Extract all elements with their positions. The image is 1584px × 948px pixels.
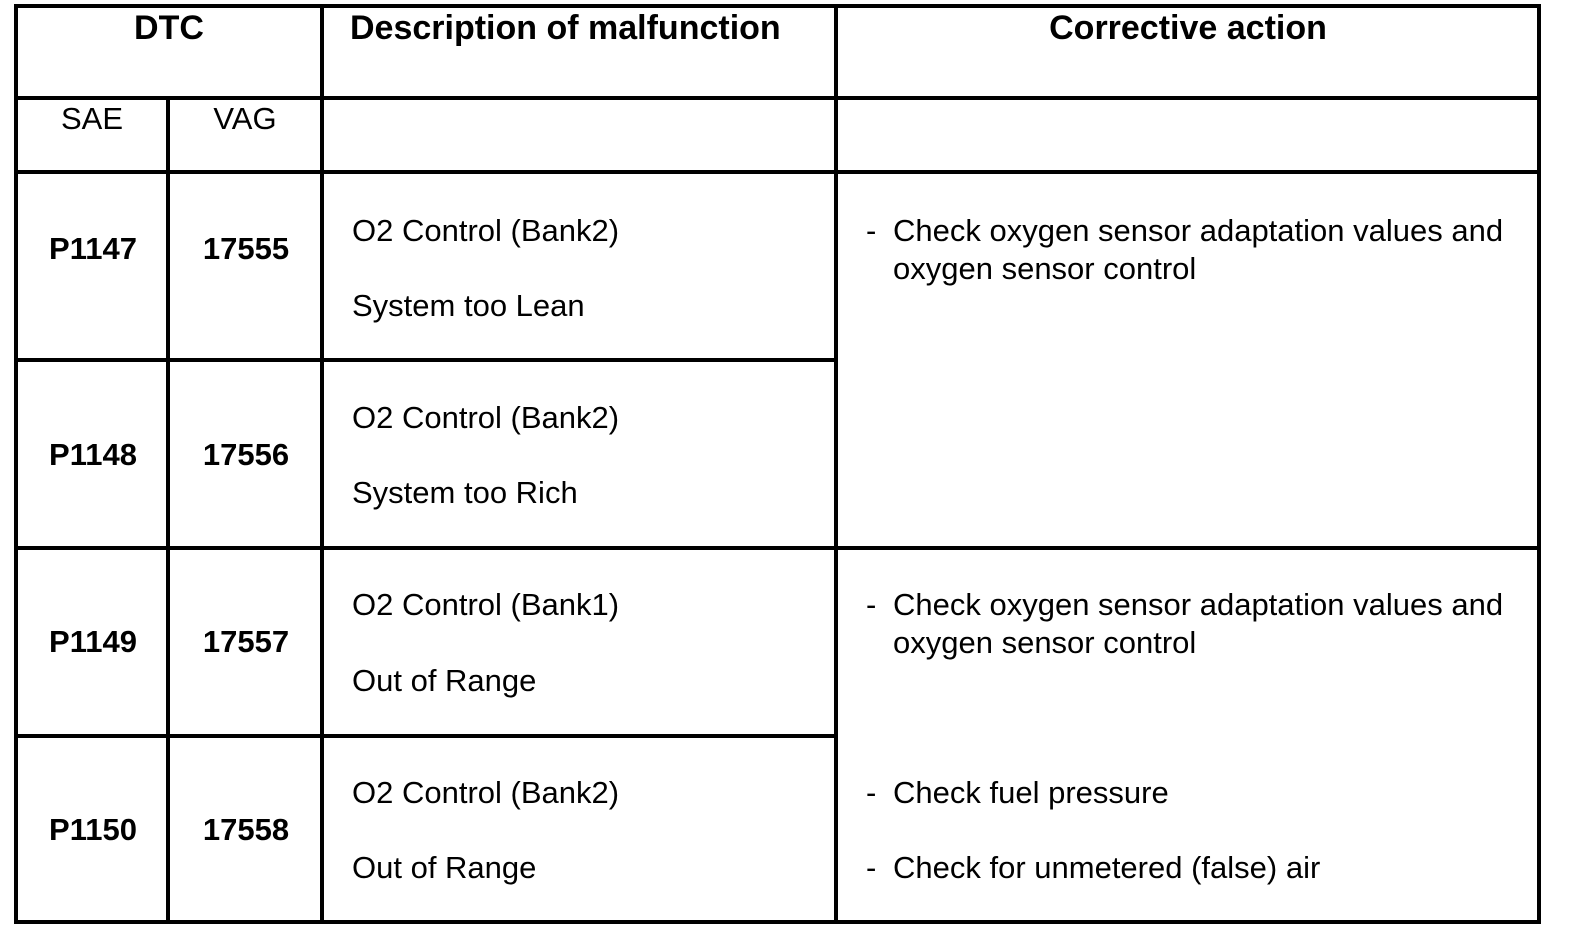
action-group1-bullet: -	[866, 213, 877, 248]
rule-row3	[14, 734, 838, 738]
action-group2-bullet1: -	[866, 587, 877, 622]
action-group2-item1-line2: oxygen sensor control	[893, 625, 1197, 660]
rule-top	[14, 4, 1541, 8]
header-dtc: DTC	[134, 9, 204, 47]
rule-header	[14, 96, 1541, 100]
row3-description-line1: O2 Control (Bank1)	[352, 587, 620, 622]
action-group2-item1-line1: Check oxygen sensor adaptation values and	[893, 587, 1504, 622]
row4-sae-code: P1150	[49, 812, 137, 847]
action-group2-bullet3: -	[866, 850, 877, 885]
row1-description-line1: O2 Control (Bank2)	[352, 213, 620, 248]
rule-desc-action	[834, 4, 838, 924]
header-description: Description of malfunction	[350, 9, 781, 47]
action-group1-line2: oxygen sensor control	[893, 251, 1197, 286]
rule-sae-vag	[166, 96, 170, 924]
action-group1-line1: Check oxygen sensor adaptation values and	[893, 213, 1504, 248]
row3-description-line2: Out of Range	[352, 663, 537, 698]
row4-description-line2: Out of Range	[352, 850, 537, 885]
row4-vag-code: 17558	[202, 812, 290, 847]
action-group2-item3: Check for unmetered (false) air	[893, 850, 1321, 885]
row2-vag-code: 17556	[202, 437, 290, 472]
rule-left	[14, 4, 18, 924]
action-group2-bullet2: -	[866, 775, 877, 810]
row4-description-line1: O2 Control (Bank2)	[352, 775, 620, 810]
row2-description-line1: O2 Control (Bank2)	[352, 400, 620, 435]
row1-sae-code: P1147	[49, 231, 137, 266]
rule-bottom	[14, 920, 1541, 924]
row2-sae-code: P1148	[49, 437, 137, 472]
header-corrective-action: Corrective action	[1049, 9, 1327, 47]
subheader-sae: SAE	[60, 101, 124, 136]
rule-row2	[14, 546, 1541, 550]
rule-dtc-desc	[320, 4, 324, 924]
row1-description-line2: System too Lean	[352, 288, 585, 323]
action-group2-item2: Check fuel pressure	[893, 775, 1169, 810]
row1-vag-code: 17555	[202, 231, 290, 266]
rule-right	[1537, 4, 1541, 924]
rule-subheader	[14, 170, 1541, 174]
rule-row1	[14, 358, 838, 362]
row2-description-line2: System too Rich	[352, 475, 578, 510]
subheader-vag: VAG	[213, 101, 277, 136]
row3-vag-code: 17557	[202, 624, 290, 659]
row3-sae-code: P1149	[49, 624, 137, 659]
